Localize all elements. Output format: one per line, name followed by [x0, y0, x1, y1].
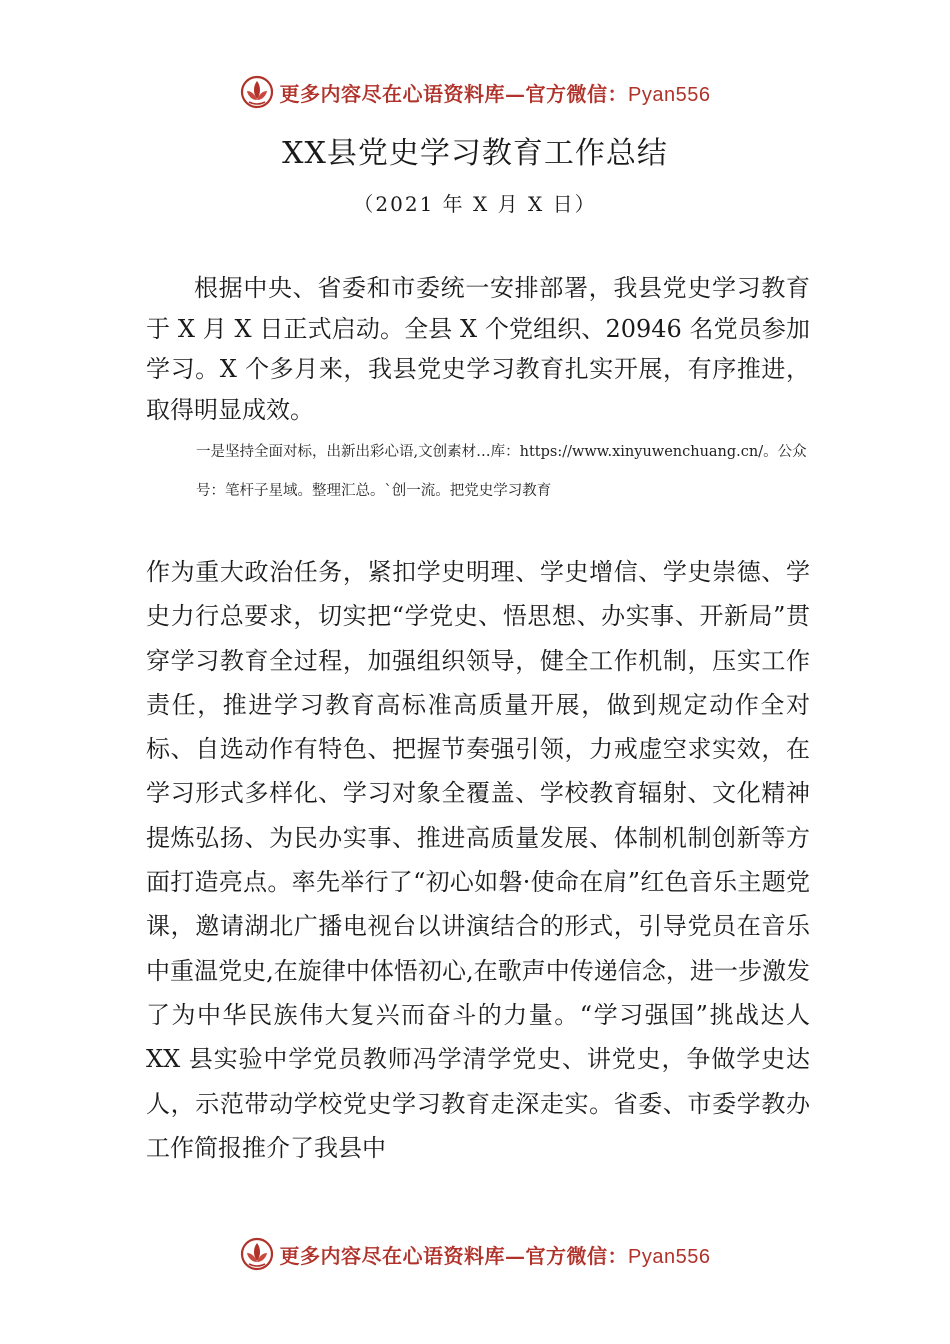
watermark-wechat-id: Pyan556: [628, 1245, 711, 1268]
watermark-prefix: 更多内容尽在心语资料库—官方微信：: [279, 81, 629, 106]
watermark-text: [280, 78, 711, 107]
watermark-prefix: 更多内容尽在心语资料库—官方微信：: [279, 1243, 629, 1268]
watermark-wechat-id: Pyan556: [628, 83, 711, 106]
lotus-logo-icon: [240, 75, 274, 109]
lotus-logo-icon: [240, 1237, 274, 1271]
body-paragraph-2: 作为重大政治任务，紧扣学史明理、学史增信、学史崇德、学史力行总要求，切实把“学党史、悟思想、办实事、开新局”贯穿学习教育全过程，加强组织领导，健全工作机制，压实工作责任，推进学习教育高标准高质量开展，做到规定动作全对标、自选动作有特色、把握节奏强引领，力戒虚空求实效，在学习形式多样化、学习对象全覆盖、学校教育辐射、文化精神提炼弘扬、为民办实事、推进高质量发展、体制机制创新等方面打造亮点。率先举行了“初心如磐·使命在肩”红色音乐主题党课，邀请湖北广播电视台以讲演结合的形式，引导党员在音乐中重温党史,在旋律中体悟初心,在歌声中传递信念，进一步激发了为中华民族伟大复兴而奋斗的力量。“学习强国”挑战达人 XX 县实验中学党员教师冯学清学党史、讲党史，争做学史达人，示范带动学校党史学习教育走深走实。省委、市委学教办工作简报推介了我县中: [146, 558, 810, 1162]
watermark-text: [280, 1240, 711, 1269]
source-note: 一是坚持全面对标，出新出彩心语,文创素材…库：https://www.xinyuwenchuang.cn/。公众号：笔杆子星域。整理汇总。`创一流。把党史学习教育: [196, 444, 807, 499]
body-paragraph-1: 根据中央、省委和市委统一安排部署，我县党史学习教育于 X 月 X 日正式启动。全县 X 个党组织、20946 名党员参加学习。X 个多月来，我县党史学习教育扎实开展，有序推进，取得明显成效。: [146, 274, 810, 424]
document-date: （2021 年 X 月 X 日）: [353, 192, 597, 216]
watermark-banner-top: [0, 70, 950, 114]
watermark-banner-bottom: [0, 1232, 950, 1276]
document-title: XX县党史学习教育工作总结: [282, 136, 668, 171]
